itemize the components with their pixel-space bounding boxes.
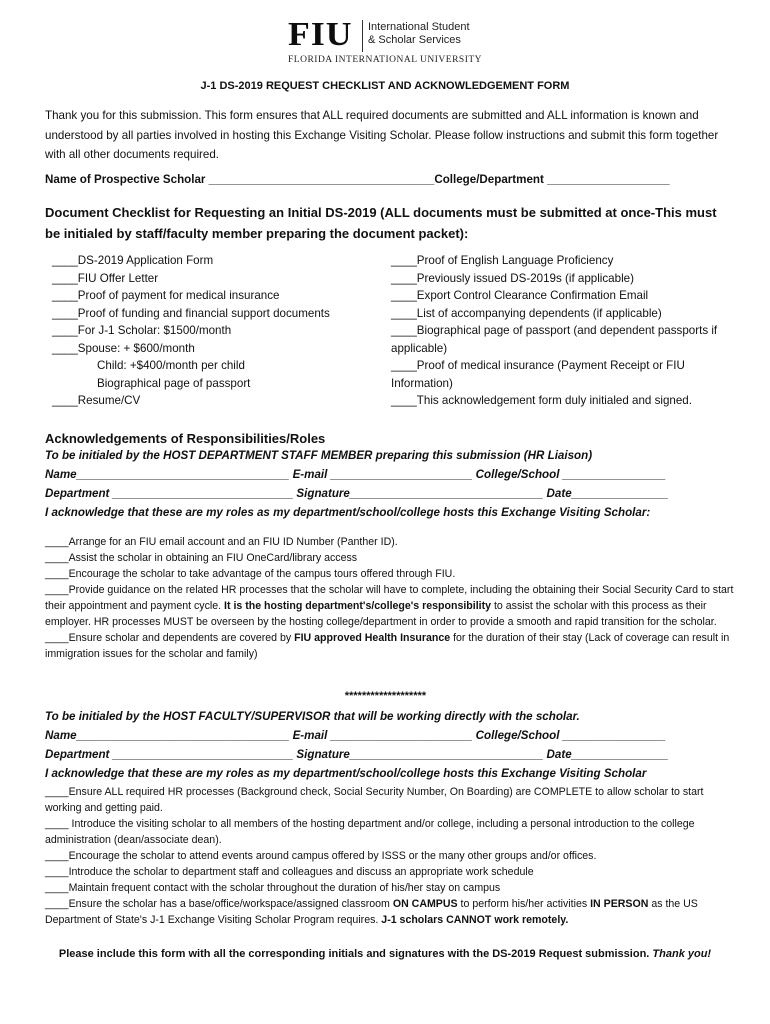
role-item-text: ____Ensure scholar and dependents are covered by [45,632,292,644]
checklist-heading: Document Checklist for Requesting an Initial DS-2019 (ALL documents must be submitted at once-This must be initialed by staff/faculty member preparing the document packet): [45,205,717,241]
logo-university: FLORIDA INTERNATIONAL UNIVERSITY [288,55,483,65]
prospective-scholar-line: Name of Prospective Scholar ___________________________________College/Department ___________________ [45,173,670,186]
role-item-text: to assist the scholar with this process as their employer. HR processes MUST be overseen by the hosting college/department in order to provide a smooth and rapid transition for the scholar. [45,600,717,628]
checklist-left-column [52,252,372,410]
role-item-emphasis: ON CAMPUS [392,898,458,910]
checklist-item: ____List of accompanying dependents (if applicable) [391,306,662,320]
role-item-emphasis: IN PERSON [590,898,649,910]
checklist-item: ____Proof of English Language Proficiency [391,254,614,267]
checklist-item: ____Proof of medical insurance (Payment Receipt or FIU Information) [391,359,685,390]
dept-name-line: Name_________________________________ E-mail ______________________ College/School ________________ [45,468,666,481]
role-item: ____Encourage the scholar to attend events around campus offered by ISSS or the many other groups and/or offices. [45,850,597,862]
role-item-text: to perform his/her activities [460,898,588,910]
faculty-roles-list [45,784,735,928]
role-item-text: as the US Department of State's J-1 Exchange Visiting Scholar Program requires. [45,898,698,926]
faculty-intro: To be initialed by the HOST FACULTY/SUPERVISOR that will be working directly with the scholar. [45,710,580,723]
role-item-text: ____Provide guidance on the related HR processes that the scholar will have to complete, including the obtaining their Social Security Card to start their appointment and payment cycle. [45,584,734,612]
checklist-item: ____Proof of payment for medical insurance [52,289,280,302]
role-item [45,896,735,928]
role-item-emphasis: It is the hosting department's/college's responsibility [224,600,492,612]
footer-text: Please include this form with all the corresponding initials and signatures with the DS-2019 Request submission. [58,948,650,960]
logo-dept-line1: International Student [368,21,470,33]
role-item: ____ Introduce the visiting scholar to all members of the hosting department and/or college, including a personal introduction to the college administration (dean/associate dean). [45,818,695,846]
dept-statement: I acknowledge that these are my roles as my department/school/college hosts this Exchange Visiting Scholar: [45,506,651,519]
checklist-item: ____Spouse: + $600/month [52,341,195,355]
logo-mark: FIU [288,16,353,53]
role-item-text: for the duration of their stay (Lack of coverage can result in immigration issues for the scholar and family) [45,632,730,660]
fiu-logo [288,14,488,66]
footer-note [0,948,770,960]
dept-roles-list [45,534,735,662]
logo-dept-line2: & Scholar Services [368,34,461,46]
role-item: ____Maintain frequent contact with the scholar throughout the duration of his/her stay on campus [45,882,501,894]
checklist-right-column [391,252,731,410]
checklist-item: ____Resume/CV [52,394,141,407]
checklist-item: ____Export Control Clearance Confirmation Email [391,289,649,302]
checklist-item: ____Previously issued DS-2019s (if applicable) [391,271,634,285]
role-item: ____Assist the scholar in obtaining an FIU OneCard/library access [45,552,358,564]
intro-paragraph: Thank you for this submission. This form ensures that ALL required documents are submitted and ALL information is known and understood by all parties involved in hosting this Exchange Visiting Scholar. Please follow instructions and submit this form together with all other documents required. [45,109,719,161]
role-item-emphasis: J-1 scholars CANNOT work remotely. [381,914,569,926]
checklist-item: ____Biographical page of passport (and dependent passports if applicable) [391,324,718,355]
role-item: ____Introduce the scholar to department staff and colleagues and discuss an appropriate work schedule [45,866,534,878]
role-item-emphasis: FIU approved Health Insurance [294,632,451,644]
role-item-text: ____Ensure the scholar has a base/office/workspace/assigned classroom [45,898,390,910]
form-title: J-1 DS-2019 REQUEST CHECKLIST AND ACKNOWLEDGEMENT FORM [200,80,570,92]
faculty-name-line: Name_________________________________ E-mail ______________________ College/School ________________ [45,729,666,742]
faculty-department-line: Department ____________________________ Signature______________________________ Date_______________ [45,748,669,761]
role-item: ____Encourage the scholar to take advantage of the campus tours offered through FIU. [45,568,456,580]
checklist-subitem: Child: +$400/month per child [97,359,245,372]
dept-department-line: Department ____________________________ Signature______________________________ Date_______________ [45,487,669,500]
role-item: ____Arrange for an FIU email account and an FIU ID Number (Panther ID). [45,536,398,548]
faculty-statement: I acknowledge that these are my roles as my department/school/college hosts this Exchange Visiting Scholar [45,767,647,780]
checklist-item: ____This acknowledgement form duly initialed and signed. [391,394,692,407]
footer-thanks: Thank you! [652,948,712,960]
logo-divider [362,20,363,52]
role-item: ____Ensure ALL required HR processes (Background check, Social Security Number, On Boarding) are COMPLETE to allow scholar to start working and getting paid. [45,786,704,814]
checklist-item: ____Proof of funding and financial support documents [52,306,330,320]
checklist-item: ____FIU Offer Letter [52,271,159,285]
role-item [45,630,735,662]
checklist-subitem: Biographical page of passport [97,376,251,390]
dept-intro: To be initialed by the HOST DEPARTMENT STAFF MEMBER preparing this submission (HR Liaison) [45,449,593,462]
ack-heading: Acknowledgements of Responsibilities/Roles [45,431,326,446]
checklist-item: ____For J-1 Scholar: $1500/month [52,324,232,337]
checklist-item: ____DS-2019 Application Form [52,254,214,267]
role-item [45,582,735,630]
section-separator: ******************* [344,690,426,702]
